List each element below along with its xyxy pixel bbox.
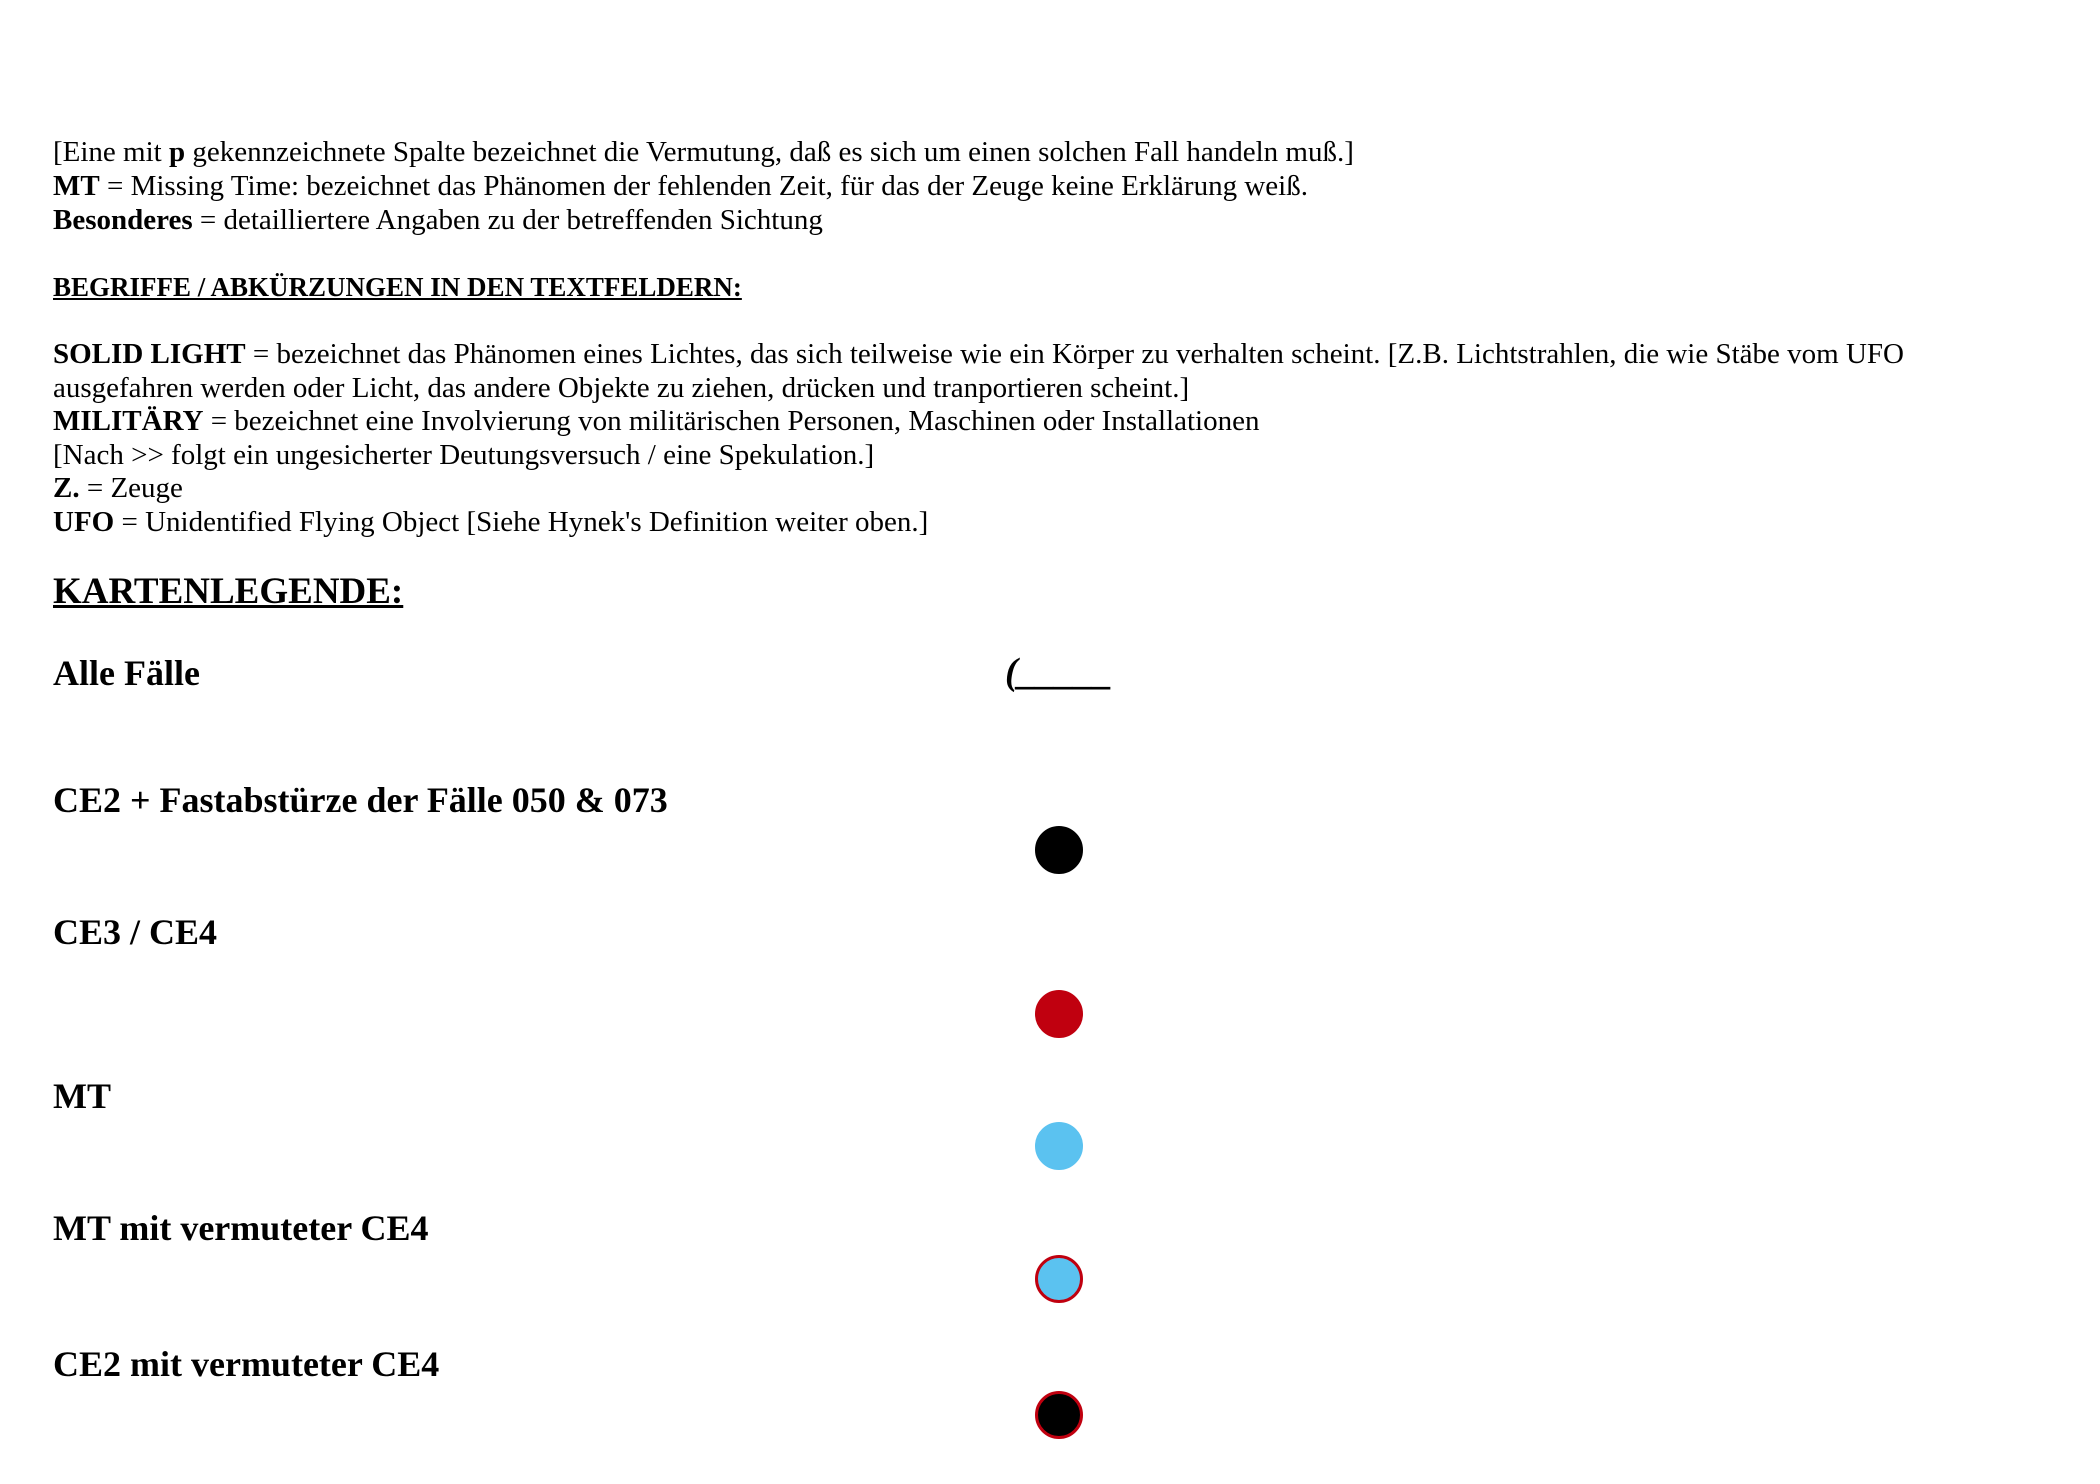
military-definition: MILITÄRY = bezeichnet eine Involvierung von militärischen Personen, Maschinen oder Installationen: [53, 405, 1260, 437]
legend-item-label: CE2 mit vermuteter CE4: [53, 1344, 440, 1384]
legend-dot-icon: [1035, 1391, 1083, 1439]
z-definition: Z. = Zeuge: [53, 472, 183, 504]
solid-light-definition: SOLID LIGHT = bezeichnet das Phänomen eines Lichtes, das sich teilweise wie ein Körper zu verhalten scheint. [Z.B. Lichtstrahlen, die wie Stäbe vom UFO: [53, 338, 1904, 370]
besonderes-definition: Besonderes = detailliertere Angaben zu der betreffenden Sichtung: [53, 204, 823, 236]
legend-item-label: MT: [53, 1076, 111, 1116]
legend-dot-icon: [1035, 826, 1083, 874]
ufo-definition: UFO = Unidentified Flying Object [Siehe Hynek's Definition weiter oben.]: [53, 506, 929, 538]
legend-dot-icon: [1035, 1122, 1083, 1170]
mt-definition: MT = Missing Time: bezeichnet das Phänomen der fehlenden Zeit, für das der Zeuge keine Erklärung weiß.: [53, 170, 1308, 202]
legend-item-label: CE2 + Fastabstürze der Fälle 050 & 073: [53, 780, 668, 820]
legend-title: KARTENLEGENDE:: [53, 571, 404, 612]
solid-light-definition-cont: ausgefahren werden oder Licht, das andere Objekte zu ziehen, drücken und tranportieren scheint.]: [53, 372, 1190, 404]
legend-item-label: CE3 / CE4: [53, 912, 218, 952]
legend-all-cases-label: Alle Fälle: [53, 653, 200, 693]
speculation-note: [Nach >> folgt ein ungesicherter Deutungsversuch / eine Spekulation.]: [53, 439, 875, 471]
legend-all-cases-line-symbol: (_____: [1005, 651, 1113, 693]
terms-heading: BEGRIFFE / ABKÜRZUNGEN IN DEN TEXTFELDERN:: [53, 272, 742, 302]
legend-item-label: MT mit vermuteter CE4: [53, 1208, 429, 1248]
legend-dot-icon: [1035, 1255, 1083, 1303]
legend-dot-icon: [1035, 990, 1083, 1038]
p-column-note: [Eine mit p gekennzeichnete Spalte bezeichnet die Vermutung, daß es sich um einen solchen Fall handeln muß.]: [53, 136, 1354, 168]
